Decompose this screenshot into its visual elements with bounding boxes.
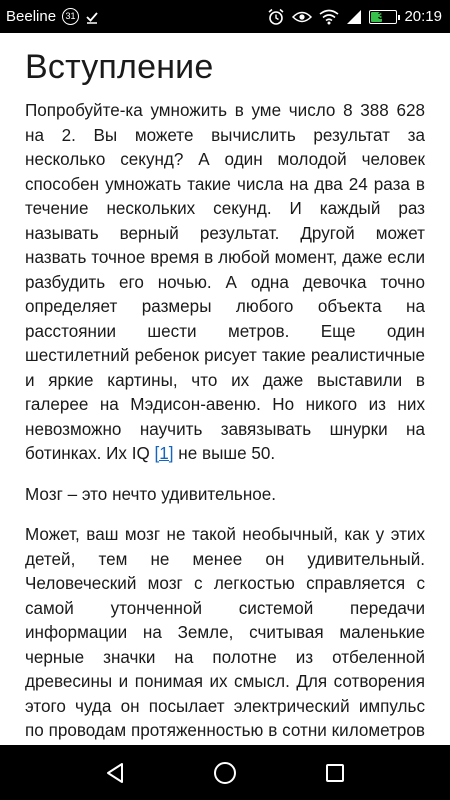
paragraph-3: Может, ваш мозг не такой необычный, как у этих детей, тем не менее он удивительный. Человеческий мозг с легкостью справляется с самой утонченной системой передачи информации на Земле, считывая маленькие черные значки на полотне из отбеленной древесины и понимая их смысл. Для сотворения этого чуда он посылает электрический импульс по проводам протяженностью в сотни километров [25,525,425,740]
home-button[interactable] [211,759,239,787]
wifi-icon [319,9,339,25]
navigation-bar [0,745,450,800]
sim-badge: 31 [62,8,79,25]
battery-icon [369,10,397,24]
paragraph-1-tail: не выше 50. [173,444,276,463]
status-bar [0,0,450,33]
article-title: Вступление [25,48,214,86]
signal-icon [346,9,362,25]
eye-icon [292,10,312,24]
carrier-name: Beeline [6,8,57,25]
alarm-icon [267,8,285,26]
check-icon [85,10,99,24]
paragraph-2: Мозг – это нечто удивительное. [25,484,277,504]
paragraph-1-text: Попробуйте-ка умножить в уме число 8 388 628 на 2. Вы можете вычислить результат за несколько секунд? А один молодой человек способен умножать такие числа на два 24 раза в течение нескольких секунд. И каждый раз называть верный результат. Другой может назвать точное время в любой момент, даже если разбудить его ночью. А одна девочка точно определяет размеры любого объекта на расстоянии шести метров. Еще один шестилетний ребенок рисует такие реалистичные и яркие картины, что их даже выставили в галерее на Мэдисон-авеню. Но никого из них невозможно научить завязывать шнурки на ботинках. Их IQ [25,101,425,463]
paragraph-1 [25,99,425,467]
footnote-link[interactable]: [1] [154,444,174,463]
back-triangle-icon [105,762,125,784]
battery-level: 31 [377,11,390,22]
recents-square-icon [325,763,345,783]
clock: 20:19 [404,8,442,25]
article-content [25,33,425,745]
home-circle-icon [213,761,237,785]
back-button[interactable] [101,759,129,787]
recents-button[interactable] [321,759,349,787]
